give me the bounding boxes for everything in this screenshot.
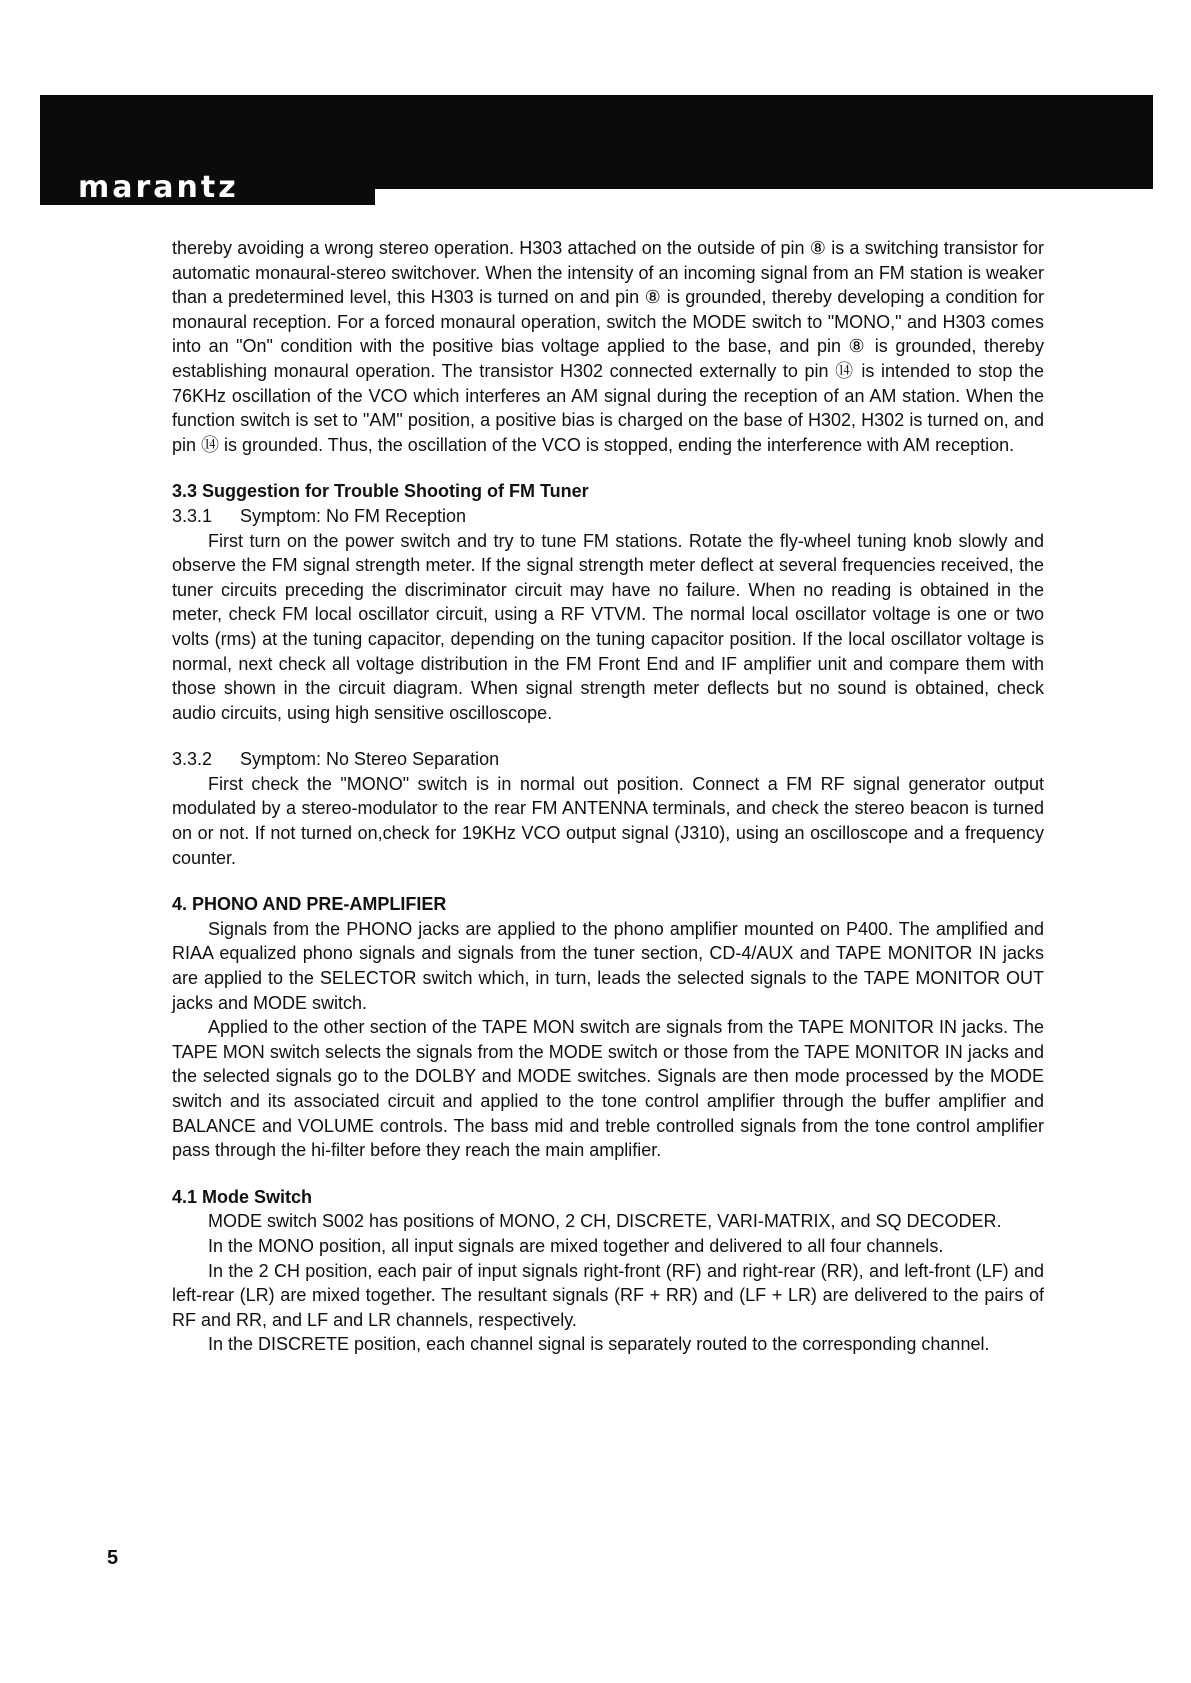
section-3-3-2-title: Symptom: No Stereo Separation bbox=[240, 749, 500, 770]
section-3-3-1-number: 3.3.1 bbox=[172, 505, 213, 526]
page-content bbox=[172, 236, 1044, 1357]
section-4-1-body-4: In the DISCRETE position, each channel signal is separately routed to the corresponding channel. bbox=[208, 1334, 990, 1355]
intro-paragraph: thereby avoiding a wrong stereo operation. H303 attached on the outside of pin ⑧ is a switching transistor for automatic monaural-stereo switchover. When the intensity of an incoming signal from an FM station is weaker than a predetermined level, this H303 is turned on and pin ⑧ is grounded, thereby developing a condition for monaural reception. For a forced monaural operation, switch the MODE switch to "MONO," and H303 comes into an "On" condition with the positive bias voltage applied to the base, and pin ⑧ is grounded, thereby establishing monaural operation. The transistor H302 connected externally to pin ⑭ is intended to stop the 76KHz oscillation of the VCO which interferes an AM signal during the reception of an AM station. When the function switch is set to "AM" position, a positive bias is charged on the base of H302, H302 is turned on, and pin ⑭ is grounded. Thus, the oscillation of the VCO is stopped, ending the interference with AM reception. bbox=[172, 238, 1044, 455]
section-4-1-body-1: MODE switch S002 has positions of MONO, 2 CH, DISCRETE, VARI-MATRIX, and SQ DECODER. bbox=[208, 1211, 1002, 1232]
page-number: 5 bbox=[107, 1547, 119, 1569]
section-3-3-2-number: 3.3.2 bbox=[172, 749, 213, 770]
section-4-1-heading: 4.1 Mode Switch bbox=[172, 1186, 313, 1207]
section-3-3-1-body: First turn on the power switch and try to tune FM stations. Rotate the fly-wheel tuning knob slowly and observe the FM signal strength meter. If the signal strength meter deflect at several frequencies received, the tuner circuits preceding the discriminator circuit may have no failure. When no reading is obtained in the meter, check FM local oscillator circuit, using a RF VTVM. The normal local oscillator voltage is one or two volts (rms) at the tuning capacitor, depending on the tuning capacitor position. If the local oscillator voltage is normal, next check all voltage distribution in the FM Front End and IF amplifier unit and compare them with those shown in the circuit diagram. When signal strength meter deflects but no sound is obtained, check audio circuits, using high sensitive oscilloscope. bbox=[172, 530, 1044, 723]
section-4-body-2: Applied to the other section of the TAPE MON switch are signals from the TAPE MONITOR IN jacks. The TAPE MON switch selects the signals from the MODE switch or those from the TAPE MONITOR IN jacks and the selected signals go to the DOLBY and MODE switches. Signals are then mode processed by the MODE switch and its associated circuit and applied to the tone control amplifier through the buffer amplifier and BALANCE and VOLUME controls. The bass mid and treble controlled signals from the tone control amplifier pass through the hi-filter before they reach the main amplifier. bbox=[172, 1017, 1044, 1161]
section-4-body-1: Signals from the PHONO jacks are applied to the phono amplifier mounted on P400. The amplified and RIAA equalized phono signals and signals from the tuner section, CD-4/AUX and TAPE MONITOR IN jacks are applied to the SELECTOR switch which, in turn, leads the selected signals to the TAPE MONITOR OUT jacks and MODE switch. bbox=[172, 918, 1044, 1013]
section-4-1-body-3: In the 2 CH position, each pair of input signals right-front (RF) and right-rear (RR), and left-front (LF) and left-rear (LR) are mixed together. The resultant signals (RF + RR) and (LF + LR) are delivered to the pairs of RF and RR, and LF and LR channels, respectively. bbox=[172, 1260, 1044, 1330]
section-3-3-2-heading bbox=[172, 747, 1044, 772]
section-3-3-heading: 3.3 Suggestion for Trouble Shooting of FM Tuner bbox=[172, 481, 589, 502]
section-3-3-2-body: First check the "MONO" switch is in normal out position. Connect a FM RF signal generator output modulated by a stereo-modulator to the rear FM ANTENNA terminals, and check the stereo beacon is turned on or not. If not turned on,check for 19KHz VCO output signal (J310), using an oscilloscope and a frequency counter. bbox=[172, 773, 1044, 868]
section-4-heading: 4. PHONO AND PRE-AMPLIFIER bbox=[172, 894, 447, 915]
section-3-3-1-title: Symptom: No FM Reception bbox=[240, 505, 467, 526]
brand-logo: marantz bbox=[78, 170, 239, 205]
section-4-1-body-2: In the MONO position, all input signals are mixed together and delivered to all four channels. bbox=[208, 1235, 944, 1256]
section-3-3-1-heading bbox=[172, 504, 1044, 529]
